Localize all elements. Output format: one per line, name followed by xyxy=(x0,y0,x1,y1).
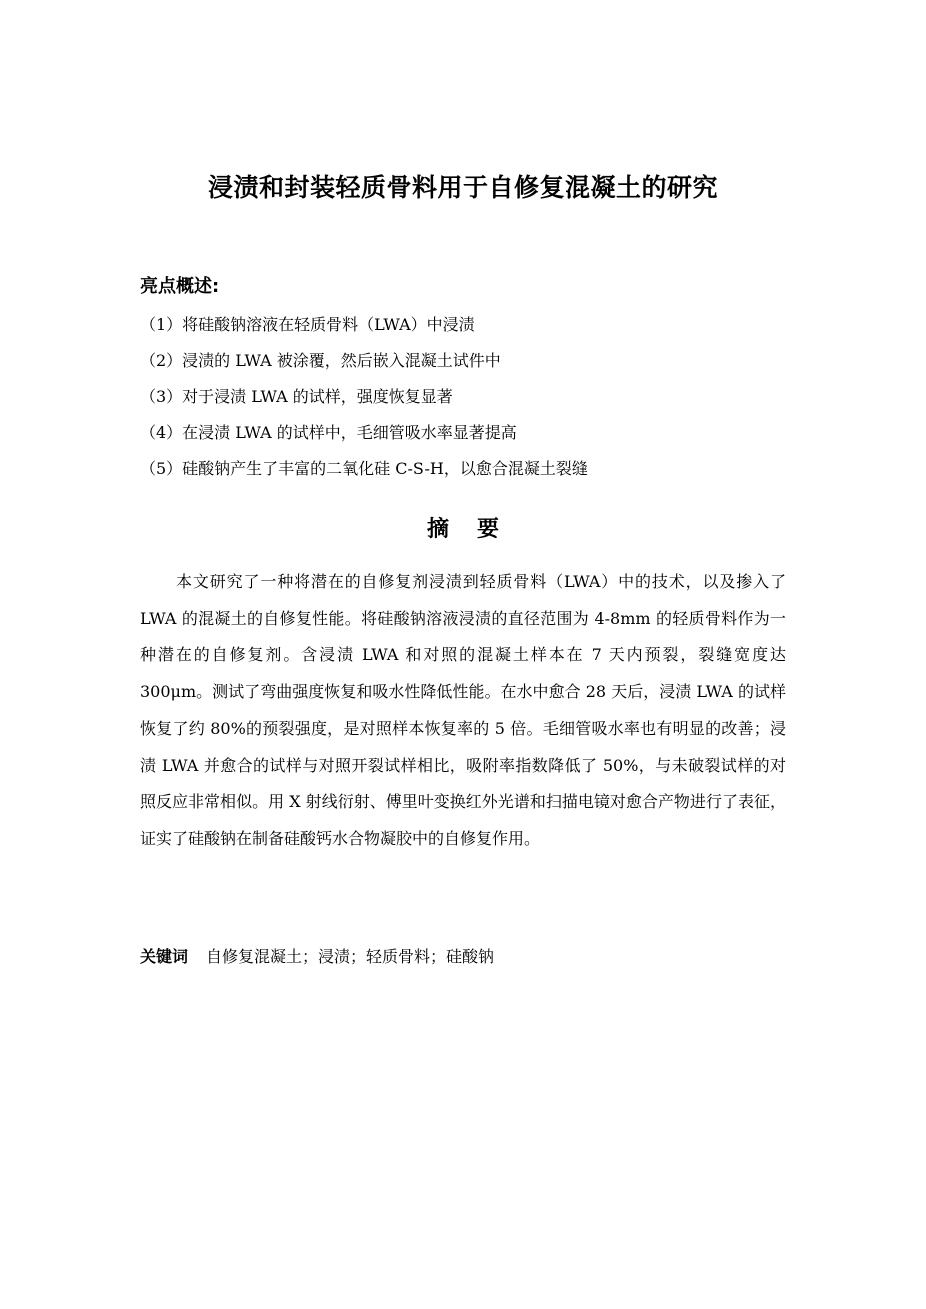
highlights-list xyxy=(140,312,800,492)
abstract-heading-char: 要 xyxy=(477,517,500,542)
abstract-paragraph: 本文研究了一种将潜在的自修复剂浸渍到轻质骨料（LWA）中的技术，以及掺入了 LWA 的混凝土的自修复性能。将硅酸钠溶液浸渍的直径范围为 4-8mm 的轻质骨料作为一种潜在的自修复剂。含浸渍 LWA 和对照的混凝土样本在 7 天内预裂，裂缝宽度达 300μm。测试了弯曲强度恢复和吸水性降低性能。在水中愈合 28 天后，浸渍 LWA 的试样恢复了约 80%的预裂强度，是对照样本恢复率的 5 倍。毛细管吸水率也有明显的改善；浸渍 LWA 并愈合的试样与对照开裂试样相比，吸附率指数降低了 50%，与未破裂试样的对照反应非常相似。用 X 射线衍射、傅里叶变换红外光谱和扫描电镜对愈合产物进行了表征，证实了硅酸钠在制备硅酸钙水合物凝胶中的自修复作用。 xyxy=(140,572,786,848)
keywords-label: 关键词 xyxy=(140,947,189,966)
highlight-item: （1）将硅酸钠溶液在轻质骨料（LWA）中浸渍 xyxy=(140,315,475,334)
highlights-heading: 亮点概述: xyxy=(140,276,220,297)
abstract-heading xyxy=(0,512,926,543)
highlight-item: （2）浸渍的 LWA 被涂覆，然后嵌入混凝土试件中 xyxy=(140,351,501,370)
keywords-line xyxy=(140,944,494,967)
abstract-heading-char: 摘 xyxy=(426,517,449,542)
keywords-value: 自修复混凝土；浸渍；轻质骨料；硅酸钠 xyxy=(206,947,495,966)
highlight-item: （5）硅酸钠产生了丰富的二氧化硅 C-S-H，以愈合混凝土裂缝 xyxy=(140,459,588,478)
paper-title: 浸渍和封装轻质骨料用于自修复混凝土的研究 xyxy=(207,173,718,202)
highlight-item: （4）在浸渍 LWA 的试样中，毛细管吸水率显著提高 xyxy=(140,423,517,442)
highlight-item: （3）对于浸渍 LWA 的试样，强度恢复显著 xyxy=(140,387,453,406)
